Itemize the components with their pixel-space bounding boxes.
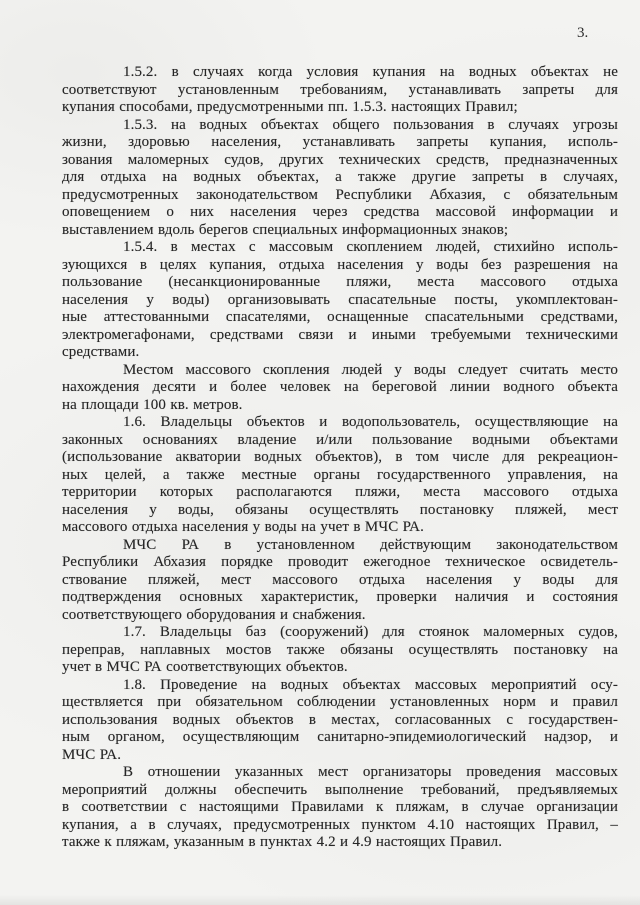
paragraph — [62, 624, 618, 677]
text-line: В отношении указанных мест организаторы проведения массовых — [123, 764, 618, 780]
text-line: электромегафонами, средствами связи и иными требуемыми техническими — [62, 326, 618, 343]
text-line: ные аттестованными спасателями, оснащенные спасательными средствами, — [62, 309, 618, 325]
text-line: ществляется при обязательном соблюдении установленных норм и правил — [62, 694, 618, 710]
paragraph — [62, 764, 618, 852]
text-line: оповещением о них населения через средства массовой информации и — [62, 204, 618, 220]
text-line: ных целей, а также местные органы государственного управления, на — [62, 466, 618, 483]
text-line: 1.5.2. в случаях когда условия купания на водных объектах не — [123, 64, 618, 80]
text-line: ным органом, осуществляющим санитарно-эпидемиологический надзор, и — [62, 729, 618, 745]
text-line: 1.7. Владельцы баз (сооружений) для стоянок маломерных судов, — [123, 624, 618, 640]
text-line: также к пляжам, указанным в пунктах 4.2 и 4.9 настоящих Правил. — [62, 834, 503, 850]
text-line: 1.6. Владельцы объектов и водопользователь, осуществляющие на — [123, 414, 618, 430]
document-body — [62, 64, 618, 852]
paragraph — [62, 117, 618, 240]
text-line: зования маломерных судов, других технических средств, предназначенных — [62, 151, 618, 168]
text-line: средствами. — [62, 344, 140, 360]
paragraph — [62, 362, 618, 415]
paragraph — [62, 677, 618, 765]
text-line: соответствующего оборудования и снабжения. — [62, 606, 366, 623]
text-line: 1.5.4. в местах с массовым скоплением людей, стихийно исполь- — [123, 239, 618, 255]
text-line: выставлением вдоль берегов специальных информационных знаков; — [62, 221, 509, 238]
text-line: купания, а в случаях, предусмотренных пунктом 4.10 настоящих Правил, – — [62, 816, 618, 833]
text-line: предусмотренных законодательством Республики Абхазия, с обязательным — [62, 186, 618, 203]
text-line: населения у воды, обязаны осуществлять постановку пляжей, мест — [62, 501, 618, 518]
text-line: МЧС РА. — [62, 746, 122, 763]
paragraph — [62, 64, 618, 117]
text-line: мероприятий должны обеспечить выполнение требований, предъявляемых — [62, 781, 618, 798]
text-line: Местом массового скопления людей у воды следует считать место — [123, 361, 618, 378]
text-line: населения у воды) организовывать спасательные посты, укомплектован- — [62, 291, 618, 308]
text-line: зующихся в целях купания, отдыха населения у воды без разрешения на — [62, 256, 618, 273]
text-line: территории которых располагаются пляжи, места массового отдыха — [62, 484, 618, 500]
text-line: МЧС РА в установленном действующим законодательством — [123, 536, 618, 553]
text-line: использования водных объектов в местах, согласованных с государствен- — [62, 711, 618, 728]
text-line: купания способами, предусмотренными пп. 1.5.3. настоящих Правил; — [62, 99, 518, 115]
text-line: на площади 100 кв. метров. — [62, 396, 243, 413]
text-line: 1.5.3. на водных объектах общего пользования в случаях угрозы — [123, 116, 618, 133]
text-line: переправ, наплавных мостов также обязаны осуществлять постановку на — [62, 641, 618, 658]
text-line: учет в МЧС РА соответствующих объектов. — [62, 659, 348, 675]
text-line: законных основаниях владение и/или пользование водными объектами — [62, 431, 618, 448]
page-number: 3. — [577, 25, 589, 41]
text-line: нахождения десяти и более человек на береговой линии водного объекта — [62, 379, 618, 395]
text-line: подтверждения основных характеристик, проверки наличия и состояния — [62, 589, 618, 605]
text-line: в соответствии с настоящими Правилами к пляжам, в случае организации — [62, 799, 618, 815]
text-line: массового отдыха населения у воды на учет в МЧС РА. — [62, 519, 424, 535]
text-line: Республики Абхазия порядке проводит ежегодное техническое освидетель- — [62, 554, 618, 570]
text-line: жизни, здоровью населения, устанавливать запреты купания, исполь- — [62, 134, 618, 150]
paragraph — [62, 414, 618, 537]
paragraph — [62, 537, 618, 625]
paragraph — [62, 239, 618, 362]
text-line: ствование пляжей, мест массового отдыха населения у воды для — [62, 571, 618, 588]
text-line: для отдыха на водных объектах, а также другие запреты в случаях, — [62, 169, 618, 185]
text-line: (использование акватории водных объектов), в том числе для рекреацион- — [62, 449, 618, 465]
text-line: 1.8. Проведение на водных объектах массовых мероприятий осу- — [123, 676, 618, 693]
text-line: пользование (несанкционированные пляжи, места массового отдыха — [62, 274, 618, 290]
text-line: соответствуют установленным требованиям, устанавливать запреты для — [62, 81, 618, 98]
